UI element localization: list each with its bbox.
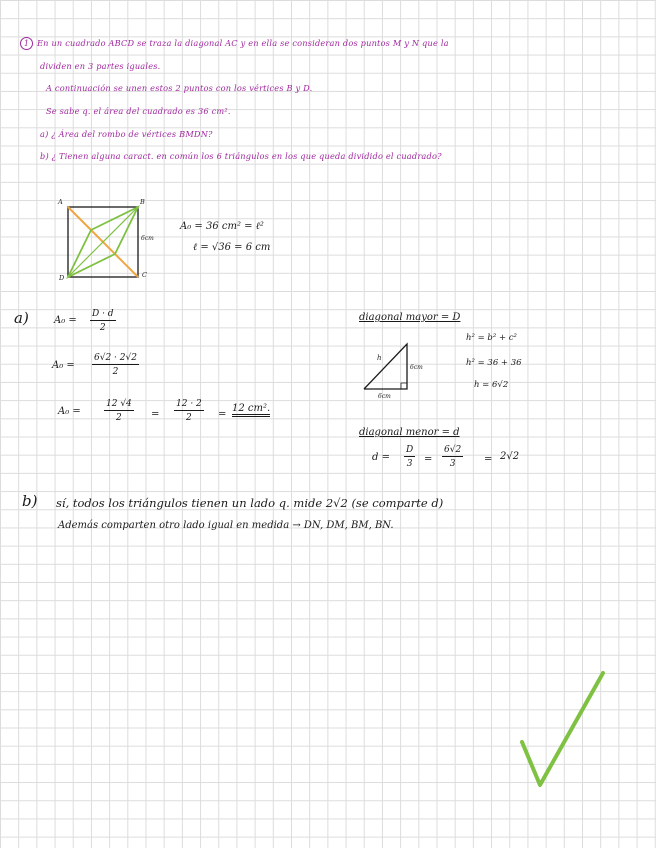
minor-diagonal-equals-1: = <box>424 454 433 465</box>
vertex-d-label: D <box>59 274 65 282</box>
pythagoras-equation: h² = b² + c² <box>466 333 517 343</box>
triangle-hypotenuse-label: h <box>377 354 382 362</box>
major-diagonal-title: diagonal mayor = D <box>359 312 461 323</box>
minor-diagonal-equals-2: = <box>484 454 493 465</box>
area-result-numerator-1: 12 √4 <box>106 399 132 409</box>
area-result-equals-2: = <box>218 409 227 420</box>
problem-text-1: En un cuadrado ABCD se traza la diagonal AC y en ella se consideran dos puntos M y N que la <box>37 38 449 48</box>
area-result-denominator-1: 2 <box>116 413 122 423</box>
problem-line-4: Se sabe q. el área del cuadrado es 36 cm². <box>46 106 231 116</box>
area-substitution-numerator: 6√2 · 2√2 <box>94 353 137 363</box>
area-result-lhs: A₀ = <box>58 406 81 417</box>
area-final-result: 12 cm². <box>232 404 270 417</box>
minor-diagonal-denominator-2: 3 <box>449 459 456 469</box>
vertex-c-label: C <box>142 271 147 279</box>
triangle-base-label: 6cm <box>378 393 391 400</box>
area-formula-lhs: A₀ = <box>54 315 77 326</box>
problem-question-a: a) ¿ Área del rombo de vértices BMDN? <box>40 129 213 139</box>
square-area-equation: A₀ = 36 cm² = ℓ² <box>180 221 264 232</box>
part-b-answer-line-1: sí, todos los triángulos tienen un lado q. mide 2√2 (se comparte d) <box>56 496 444 510</box>
minor-diagonal-denominator-1: 3 <box>406 459 413 469</box>
part-b-answer-line-2: Además comparten otro lado igual en medida → DN, DM, BM, BN. <box>58 520 394 531</box>
pythagoras-substitution: h² = 36 + 36 <box>466 358 522 368</box>
area-result-numerator-2: 12 · 2 <box>176 399 202 409</box>
minor-diagonal-result: 2√2 <box>500 451 520 462</box>
vertex-b-label: B <box>140 198 145 206</box>
problem-number-badge: 1 <box>20 37 33 50</box>
problem-line-2: dividen en 3 partes iguales. <box>40 61 161 71</box>
vertex-a-label: A <box>58 198 63 206</box>
problem-line-3: A continuación se unen estos 2 puntos con los vértices B y D. <box>46 83 313 93</box>
area-result-equals-1: = <box>151 409 160 420</box>
minor-diagonal-lhs: d = <box>372 452 390 463</box>
triangle-side-label: 6cm <box>410 364 423 371</box>
area-substitution-lhs: A₀ = <box>52 360 75 371</box>
minor-diagonal-title: diagonal menor = d <box>359 427 460 438</box>
area-substitution-denominator: 2 <box>112 367 119 377</box>
square-side-label: 6cm <box>141 235 154 242</box>
area-formula-denominator: 2 <box>99 323 106 333</box>
area-result-denominator-2: 2 <box>186 413 192 423</box>
square-side-equation: ℓ = √36 = 6 cm <box>193 242 271 253</box>
area-formula-numerator: D · d <box>92 309 114 319</box>
minor-diagonal-numerator-2: 6√2 <box>444 445 462 455</box>
part-b-label: b) <box>22 492 38 510</box>
problem-question-b: b) ¿ Tienen alguna caract. en común los 6 triángulos en los que queda dividido el cuadrado? <box>40 151 442 161</box>
pythagoras-result: h = 6√2 <box>474 380 509 390</box>
minor-diagonal-numerator-1: D <box>406 445 414 455</box>
part-a-label: a) <box>14 309 29 327</box>
